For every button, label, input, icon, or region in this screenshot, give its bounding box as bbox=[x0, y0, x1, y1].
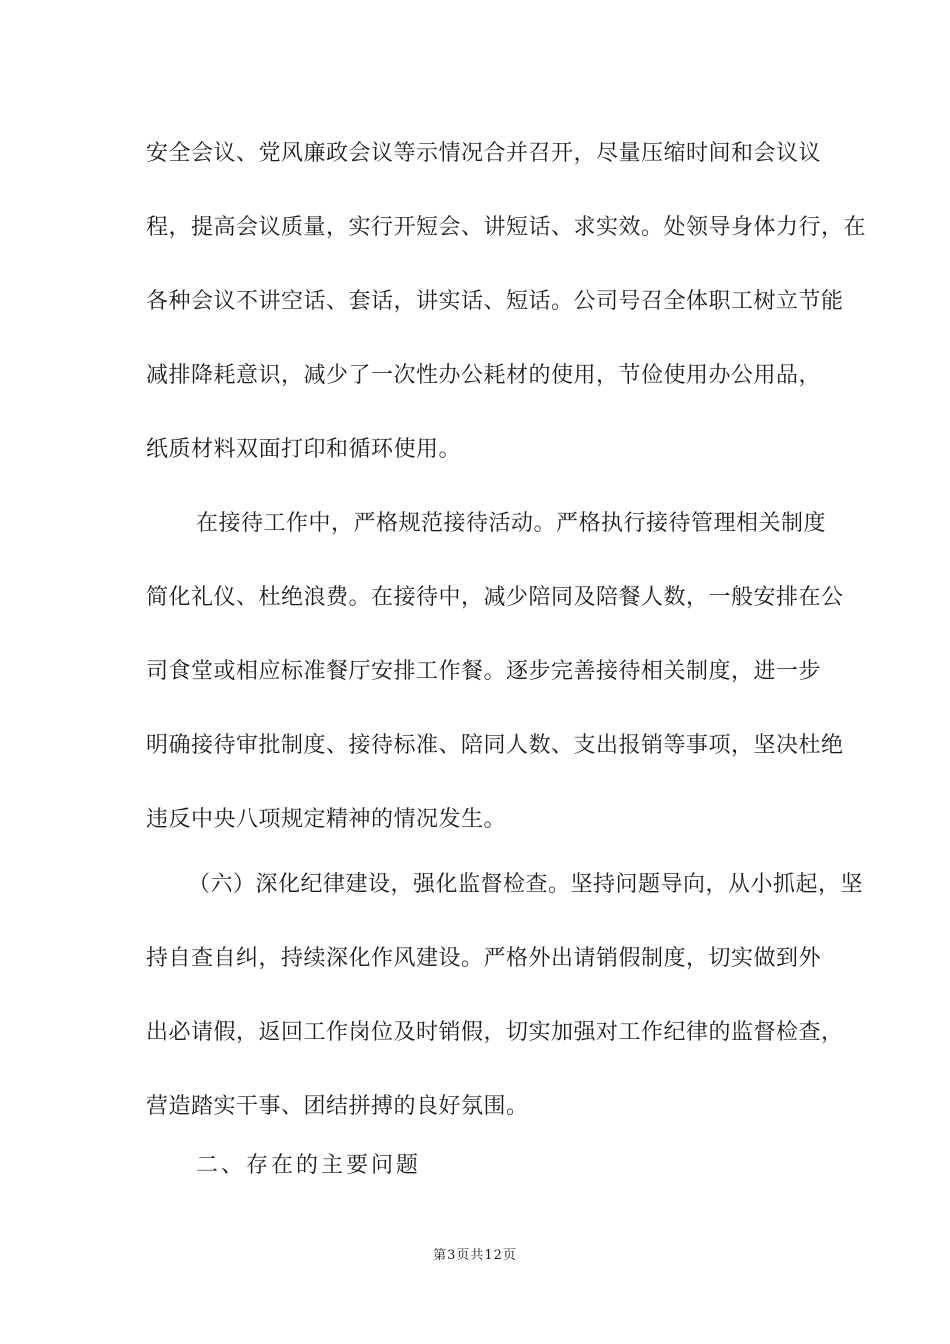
paragraph-line-2: 程，提高会议质量，实行开短会、讲短话、求实效。处领导身体力行，在 bbox=[146, 215, 867, 240]
paragraph-line-7: 简化礼仪、杜绝浪费。在接待中，减少陪同及陪餐人数，一般安排在公 bbox=[146, 585, 844, 610]
paragraph-line-6: 在接待工作中，严格规范接待活动。严格执行接待管理相关制度 bbox=[196, 511, 827, 536]
paragraph-line-9: 明确接待审批制度、接待标准、陪同人数、支出报销等事项，坚决杜绝 bbox=[146, 733, 844, 758]
paragraph-line-11: （六）深化纪律建设，强化监督检查。坚持问题导向，从小抓起，坚 bbox=[188, 872, 864, 897]
paragraph-line-5: 纸质材料双面打印和循环使用。 bbox=[146, 437, 462, 462]
section-heading: 二、存在的主要问题 bbox=[196, 1153, 422, 1178]
paragraph-line-3: 各种会议不讲空话、套话，讲实话、短话。公司号召全体职工树立节能 bbox=[146, 289, 844, 314]
paragraph-line-8: 司食堂或相应标准餐厅安排工作餐。逐步完善接待相关制度，进一步 bbox=[146, 659, 822, 684]
paragraph-line-14: 营造踏实干事、团结拼搏的良好氛围。 bbox=[146, 1094, 529, 1119]
paragraph-line-13: 出必请假，返回工作岗位及时销假，切实加强对工作纪律的监督检查， bbox=[146, 1020, 844, 1045]
paragraph-line-4: 减排降耗意识，减少了一次性办公耗材的使用，节俭使用办公用品， bbox=[146, 363, 822, 388]
page-number-footer: 第3页共12页 bbox=[433, 1248, 517, 1263]
paragraph-line-12: 持自查自纠，持续深化作风建设。严格外出请销假制度，切实做到外 bbox=[146, 946, 822, 971]
paragraph-line-1: 安全会议、党风廉政会议等示情况合并召开，尽量压缩时间和会议议 bbox=[146, 141, 822, 166]
paragraph-line-10: 违反中央八项规定精神的情况发生。 bbox=[146, 807, 507, 832]
